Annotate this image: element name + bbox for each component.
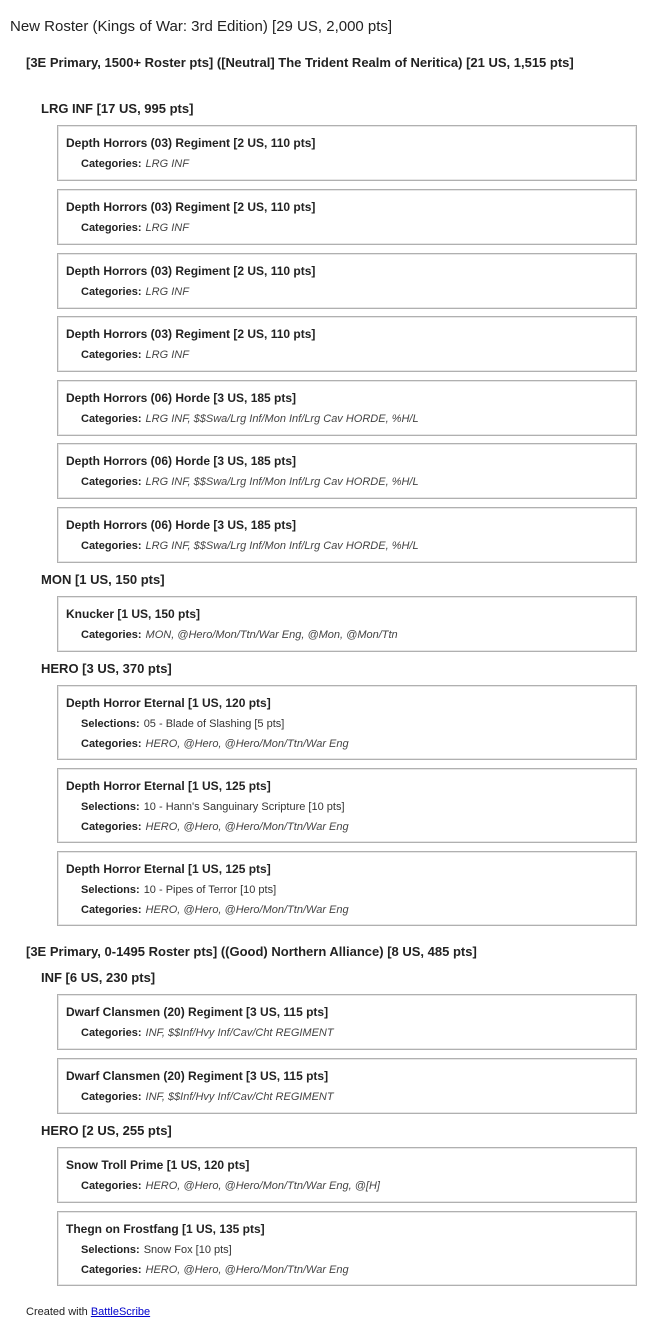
category-title-hero: HERO [2 US, 255 pts] <box>41 1123 172 1138</box>
unit-selections-row <box>81 884 276 896</box>
unit-entry <box>57 443 637 499</box>
categories-label: Categories: <box>81 1027 142 1039</box>
unit-name: Dwarf Clansmen (20) Regiment [3 US, 115 pts] <box>66 1005 329 1019</box>
unit-categories-row <box>81 349 189 361</box>
unit-entry <box>57 1211 637 1286</box>
categories-value: INF, $$Inf/Hvy Inf/Cav/Cht REGIMENT <box>145 1091 334 1103</box>
unit-selections-row <box>81 801 345 813</box>
categories-value: LRG INF <box>145 222 189 234</box>
unit-entry <box>57 507 637 563</box>
categories-value: HERO, @Hero, @Hero/Mon/Ttn/War Eng <box>145 738 349 750</box>
categories-value: LRG INF <box>145 158 189 170</box>
unit-name: Depth Horror Eternal [1 US, 125 pts] <box>66 862 271 876</box>
categories-label: Categories: <box>81 222 142 234</box>
category-title-hero: HERO [3 US, 370 pts] <box>41 661 172 676</box>
selections-label: Selections: <box>81 884 140 896</box>
unit-categories-row <box>81 904 349 916</box>
battlescribe-link[interactable]: BattleScribe <box>90 1306 151 1318</box>
unit-categories-row <box>81 1264 349 1276</box>
unit-entry <box>57 1058 637 1114</box>
force-title-northern-alliance: [3E Primary, 0-1495 Roster pts] ((Good) Northern Alliance) [8 US, 485 pts] <box>26 944 477 959</box>
categories-label: Categories: <box>81 540 142 552</box>
footer <box>26 1306 150 1318</box>
selections-value: Snow Fox [10 pts] <box>143 1244 232 1256</box>
unit-entry <box>57 1147 637 1203</box>
unit-categories-row <box>81 476 419 488</box>
unit-name: Depth Horror Eternal [1 US, 125 pts] <box>66 779 271 793</box>
categories-label: Categories: <box>81 738 142 750</box>
selections-label: Selections: <box>81 801 140 813</box>
categories-value: HERO, @Hero, @Hero/Mon/Ttn/War Eng, @[H] <box>145 1180 380 1192</box>
unit-name: Depth Horror Eternal [1 US, 120 pts] <box>66 696 271 710</box>
categories-value: MON, @Hero/Mon/Ttn/War Eng, @Mon, @Mon/Ttn <box>145 629 398 641</box>
category-title-lrg-inf: LRG INF [17 US, 995 pts] <box>41 101 194 116</box>
categories-value: LRG INF <box>145 286 189 298</box>
categories-label: Categories: <box>81 629 142 641</box>
unit-entry <box>57 189 637 245</box>
unit-entry <box>57 125 637 181</box>
unit-categories-row <box>81 1091 334 1103</box>
unit-categories-row <box>81 540 419 552</box>
unit-categories-row <box>81 1180 380 1192</box>
categories-value: HERO, @Hero, @Hero/Mon/Ttn/War Eng <box>145 904 349 916</box>
unit-categories-row <box>81 821 349 833</box>
unit-entry <box>57 851 637 926</box>
footer-text: Created with <box>26 1306 91 1318</box>
unit-categories-row <box>81 629 398 641</box>
category-title-mon: MON [1 US, 150 pts] <box>41 572 165 587</box>
categories-value: LRG INF, $$Swa/Lrg Inf/Mon Inf/Lrg Cav HORDE, %H/L <box>145 413 419 425</box>
unit-categories-row <box>81 286 189 298</box>
categories-label: Categories: <box>81 904 142 916</box>
unit-selections-row <box>81 718 284 730</box>
categories-value: HERO, @Hero, @Hero/Mon/Ttn/War Eng <box>145 821 349 833</box>
unit-selections-row <box>81 1244 232 1256</box>
unit-categories-row <box>81 158 189 170</box>
selections-value: 10 - Hann's Sanguinary Scripture [10 pts] <box>143 801 345 813</box>
categories-label: Categories: <box>81 821 142 833</box>
unit-name: Depth Horrors (06) Horde [3 US, 185 pts] <box>66 454 297 468</box>
unit-name: Depth Horrors (06) Horde [3 US, 185 pts] <box>66 391 297 405</box>
selections-value: 10 - Pipes of Terror [10 pts] <box>143 884 277 896</box>
unit-entry <box>57 596 637 652</box>
categories-value: LRG INF, $$Swa/Lrg Inf/Mon Inf/Lrg Cav HORDE, %H/L <box>145 476 419 488</box>
unit-name: Snow Troll Prime [1 US, 120 pts] <box>66 1158 250 1172</box>
unit-name: Dwarf Clansmen (20) Regiment [3 US, 115 pts] <box>66 1069 329 1083</box>
unit-name: Knucker [1 US, 150 pts] <box>66 607 201 621</box>
categories-value: HERO, @Hero, @Hero/Mon/Ttn/War Eng <box>145 1264 349 1276</box>
unit-categories-row <box>81 1027 334 1039</box>
selections-label: Selections: <box>81 718 140 730</box>
unit-entry <box>57 685 637 760</box>
categories-label: Categories: <box>81 1180 142 1192</box>
unit-categories-row <box>81 413 419 425</box>
categories-label: Categories: <box>81 1264 142 1276</box>
categories-label: Categories: <box>81 1091 142 1103</box>
unit-categories-row <box>81 738 349 750</box>
categories-value: LRG INF <box>145 349 189 361</box>
force-title-neritica: [3E Primary, 1500+ Roster pts] ([Neutral] The Trident Realm of Neritica) [21 US, 1,515 pts] <box>26 55 574 70</box>
unit-entry <box>57 768 637 843</box>
unit-entry <box>57 380 637 436</box>
unit-name: Depth Horrors (03) Regiment [2 US, 110 pts] <box>66 327 316 341</box>
categories-label: Categories: <box>81 413 142 425</box>
unit-name: Thegn on Frostfang [1 US, 135 pts] <box>66 1222 265 1236</box>
categories-label: Categories: <box>81 476 142 488</box>
selections-value: 05 - Blade of Slashing [5 pts] <box>143 718 285 730</box>
category-title-inf: INF [6 US, 230 pts] <box>41 970 156 985</box>
categories-value: INF, $$Inf/Hvy Inf/Cav/Cht REGIMENT <box>145 1027 334 1039</box>
unit-name: Depth Horrors (03) Regiment [2 US, 110 pts] <box>66 200 316 214</box>
unit-name: Depth Horrors (03) Regiment [2 US, 110 pts] <box>66 136 316 150</box>
unit-categories-row <box>81 222 189 234</box>
unit-name: Depth Horrors (06) Horde [3 US, 185 pts] <box>66 518 297 532</box>
categories-label: Categories: <box>81 286 142 298</box>
unit-entry <box>57 994 637 1050</box>
categories-value: LRG INF, $$Swa/Lrg Inf/Mon Inf/Lrg Cav HORDE, %H/L <box>145 540 419 552</box>
categories-label: Categories: <box>81 349 142 361</box>
selections-label: Selections: <box>81 1244 140 1256</box>
roster-title: New Roster (Kings of War: 3rd Edition) [29 US, 2,000 pts] <box>10 18 393 35</box>
categories-label: Categories: <box>81 158 142 170</box>
unit-entry <box>57 316 637 372</box>
unit-name: Depth Horrors (03) Regiment [2 US, 110 pts] <box>66 264 316 278</box>
unit-entry <box>57 253 637 309</box>
